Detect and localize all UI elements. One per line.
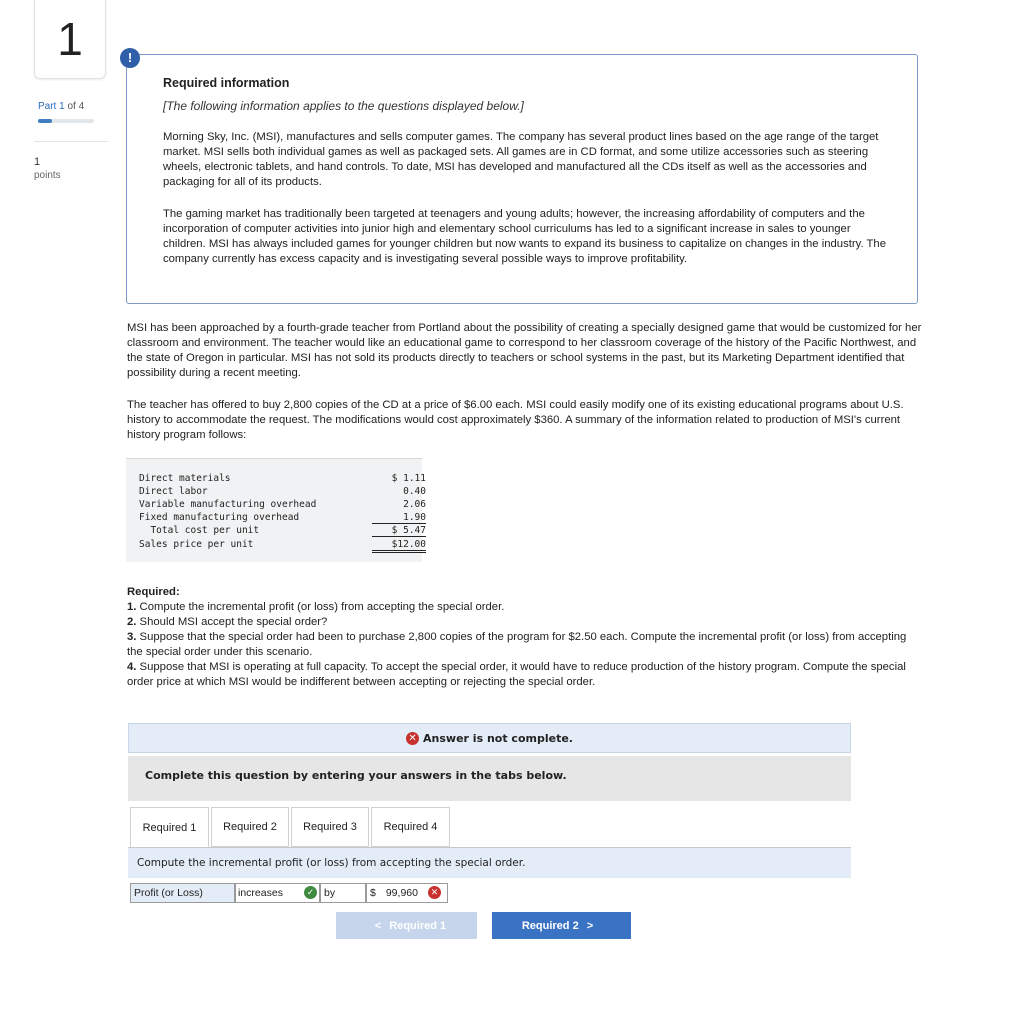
- tab-required-2[interactable]: Required 2: [211, 807, 289, 847]
- scenario-paragraph-2: The teacher has offered to buy 2,800 copies of the CD at a price of $6.00 each. MSI could easily modify one of its existing educational programs about U.S. history to accommodate the request. The modifications would cost approximately $360. A summary of the information related to production of MSI's current history program follows:: [127, 399, 904, 441]
- info-paragraph-2: The gaming market has traditionally been targeted at teenagers and young adults; however, the increasing affordability of computers and the incorporation of computer activities into junior high and elementary school curriculums has led to a significant increase in sales to younger children. MSI has always included games for younger children but now wants to expand its business to capitalize on changes in the industry. The company currently has excess capacity and is investigating several possible ways to improve profitability.: [163, 208, 886, 265]
- part-progress-bar: [38, 119, 94, 123]
- part-prefix: Part: [38, 101, 57, 112]
- row-label: Variable manufacturing overhead: [139, 499, 317, 510]
- chevron-right-icon: >: [586, 919, 594, 932]
- required-information-box: [126, 54, 918, 304]
- table-row: [139, 473, 426, 486]
- row-label: Sales price per unit: [139, 539, 254, 550]
- answer-status-banner: [128, 723, 851, 753]
- amount-value: 99,960: [385, 887, 418, 899]
- error-icon: ✕: [428, 886, 441, 899]
- row-label: Fixed manufacturing overhead: [139, 512, 300, 523]
- direction-select[interactable]: increases: [235, 883, 320, 903]
- currency-symbol: $: [370, 887, 376, 899]
- required-item-3: [127, 630, 917, 660]
- sidebar-divider: [34, 141, 108, 142]
- answer-status-text: Answer is not complete.: [423, 731, 573, 745]
- part-current: 1: [59, 101, 65, 112]
- item-number: 1.: [127, 601, 137, 613]
- table-row: [139, 499, 426, 512]
- info-title: Required information: [163, 76, 290, 90]
- tab-required-1[interactable]: Required 1: [130, 807, 209, 848]
- alert-icon: !: [120, 48, 140, 68]
- tab-required-3[interactable]: Required 3: [291, 807, 369, 847]
- item-text: Suppose that the special order had been to purchase 2,800 copies of the program for $2.50 each. Compute the incremental profit (or loss) from accepting the special order under this scenario.: [127, 631, 907, 658]
- check-icon: ✓: [304, 886, 317, 899]
- points-value: 1: [34, 156, 41, 168]
- row-value: 0.40: [403, 486, 426, 497]
- row-value: $12.00: [372, 539, 426, 553]
- by-label: by: [320, 883, 366, 903]
- row-value: $ 5.47: [372, 525, 426, 537]
- question-number: 1: [34, 0, 106, 79]
- scenario-paragraph-1: MSI has been approached by a fourth-grade teacher from Portland about the possibility of creating a specially designed game that would be customized for her classroom and environment. The teacher would like an educational game to correspond to her classroom coverage of the history of the Pacific Northwest, and the state of Oregon in particular. MSI has not sold its products directly to teachers or school systems in the past, but its Marketing Department identified that possibility during a recent meeting.: [127, 322, 922, 379]
- part-indicator: [38, 101, 84, 112]
- table-row: [139, 512, 426, 525]
- row-label: Direct materials: [139, 473, 231, 484]
- chevron-left-icon: <: [374, 919, 382, 932]
- row-value: 1.90: [372, 512, 426, 524]
- required-item-4: [127, 660, 917, 690]
- required-item-1: [127, 600, 917, 615]
- tab-required-4[interactable]: Required 4: [371, 807, 450, 847]
- row-value: 2.06: [403, 499, 426, 510]
- cost-summary-table: [126, 458, 426, 562]
- info-subtitle: [The following information applies to the questions displayed below.]: [163, 99, 524, 113]
- part-total: of 4: [67, 101, 85, 112]
- instruction-text: Complete this question by entering your answers in the tabs below.: [128, 756, 851, 801]
- question-prompt: Compute the incremental profit (or loss) from accepting the special order.: [128, 848, 851, 878]
- part-progress-fill: [38, 119, 52, 123]
- prev-tab-label: Required 1: [389, 919, 447, 932]
- item-number: 3.: [127, 631, 137, 643]
- error-icon: ✕: [406, 732, 419, 745]
- next-tab-label: Required 2: [521, 919, 579, 932]
- row-label: Direct labor: [139, 486, 208, 497]
- item-number: 2.: [127, 616, 137, 628]
- required-title: Required:: [127, 586, 180, 598]
- prev-tab-button[interactable]: [336, 912, 477, 939]
- profit-loss-label: Profit (or Loss): [130, 883, 235, 903]
- points-label: points: [34, 170, 61, 181]
- row-value: $ 1.11: [391, 473, 426, 484]
- item-number: 4.: [127, 661, 137, 673]
- table-row: [139, 539, 426, 552]
- info-paragraph-1: Morning Sky, Inc. (MSI), manufactures and sells computer games. The company has several product lines based on the age range of the target market. MSI sells both individual games as well as packaged sets. All games are in CD format, and some utilize accessories such as steering wheels, electronic tablets, and hand controls. To date, MSI has developed and manufactured all the CDs itself as well as the accessories and packaging for all of its products.: [163, 131, 879, 188]
- next-tab-button[interactable]: [492, 912, 631, 939]
- required-section: [127, 585, 917, 690]
- item-text: Suppose that MSI is operating at full capacity. To accept the special order, it would have to reduce production of the history program. Compute the special order price at which MSI would be indifferent between accepting or rejecting the special order.: [127, 661, 906, 688]
- required-item-2: [127, 615, 917, 630]
- item-text: Should MSI accept the special order?: [136, 616, 328, 628]
- table-row: [139, 486, 426, 499]
- item-text: Compute the incremental profit (or loss) from accepting the special order.: [136, 601, 505, 613]
- row-label: Total cost per unit: [139, 525, 260, 536]
- table-row: [139, 525, 426, 538]
